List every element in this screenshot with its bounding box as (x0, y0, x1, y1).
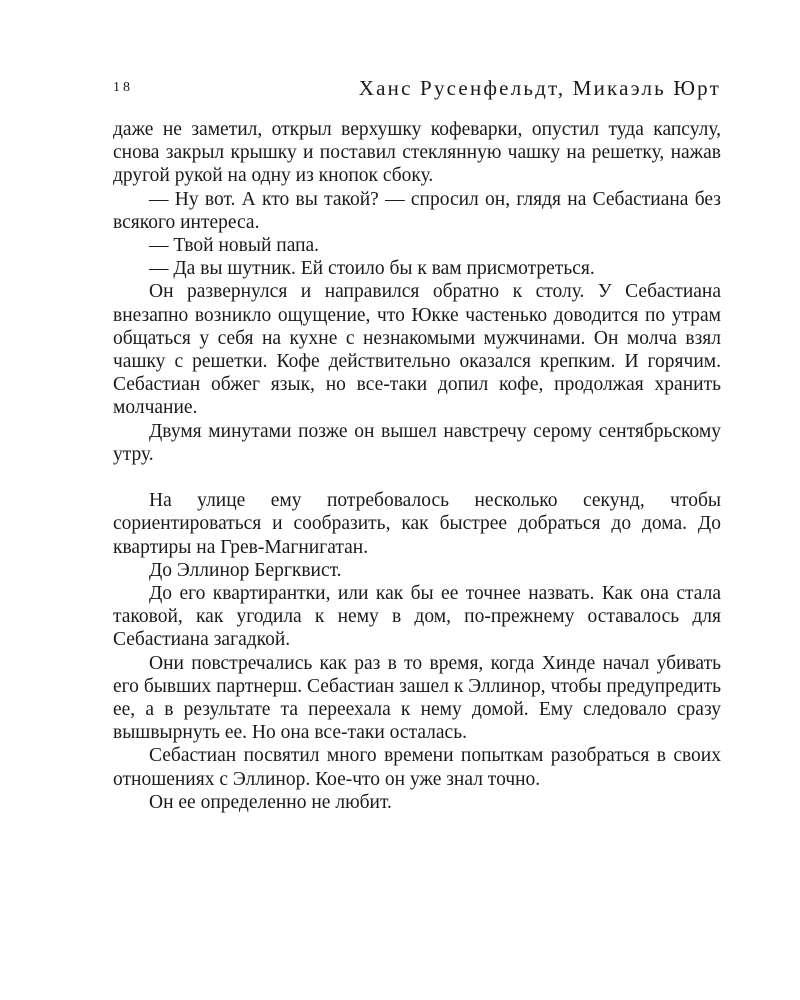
section-break (113, 466, 721, 489)
paragraph: Двумя минутами позже он вышел навстречу серому сентябрьскому утру. (113, 420, 721, 465)
paragraph: До Эллинор Бергквист. (149, 559, 342, 581)
paragraph: даже не заметил, открыл верхушку кофеварки, опустил туда капсулу, снова закрыл крышку и поставил стеклянную чашку на решетку, нажав другой рукой на одну из кнопок сбоку. (113, 119, 721, 187)
paragraph: — Да вы шутник. Ей стоило бы к вам присмотреться. (149, 258, 595, 280)
page-header (113, 76, 721, 100)
paragraph: До его квартирантки, или как бы ее точнее назвать. Как она стала таковой, как угодила к нему в дом, по-прежнему оставалось для Себастиана загадкой. (113, 583, 721, 651)
running-head-authors: Ханс Русенфельдт, Микаэль Юрт (358, 76, 721, 100)
paragraph: Он ее определенно не любит. (149, 791, 392, 813)
page-number: 18 (113, 80, 133, 95)
paragraph: На улице ему потребовалось несколько секунд, чтобы сориентироваться и сообразить, как быстрее добраться до дома. До квартиры на Грев-Магнигатан. (113, 490, 721, 558)
paragraph: Себастиан посвятил много времени попыткам разобраться в своих отношениях с Эллинор. Кое-что он уже знал точно. (113, 745, 721, 790)
paragraph: — Твой новый папа. (149, 235, 320, 257)
paragraph: Они повстречались как раз в то время, когда Хинде начал убивать его бывших партнерш. Себастиан зашел к Эллинор, чтобы предупредить ее, а в результате та переехала к нему домой. Ему следовало сразу вышвырнуть ее. Но она все-таки осталась. (113, 652, 721, 744)
paragraph: — Ну вот. А кто вы такой? — спросил он, глядя на Себастиана без всякого интереса. (113, 188, 721, 233)
body-text (113, 118, 721, 814)
paragraph: Он развернулся и направился обратно к столу. У Себастиана внезапно возникло ощущение, что Юкке частенько доводится по утрам общаться у себя на кухне с незнакомыми мужчинами. Он молча взял чашку с решетки. Кофе действительно оказался крепким. И горячим. Себастиан обжег язык, но все-таки допил кофе, продолжая хранить молчание. (113, 281, 721, 419)
